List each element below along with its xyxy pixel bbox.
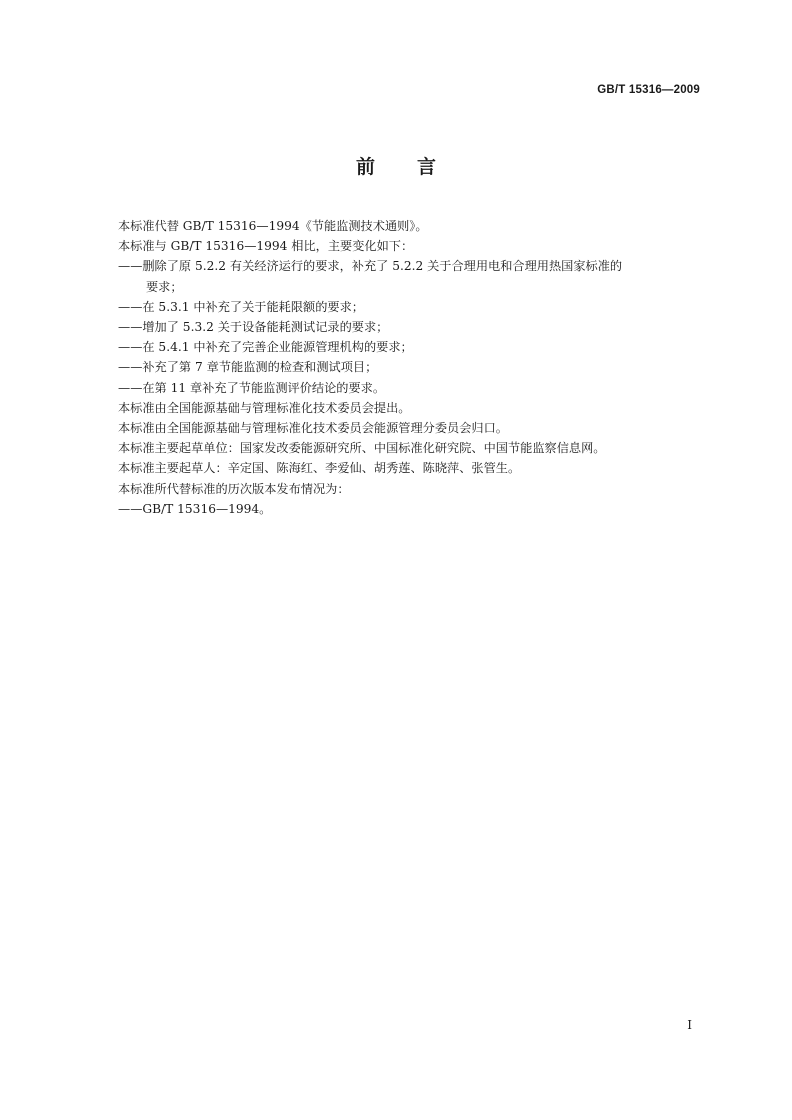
list-item: ——GB/T 15316—1994。	[118, 501, 272, 516]
list-item: ——增加了 5.3.2 关于设备能耗测试记录的要求；	[118, 320, 389, 335]
text-line: 本标准所代替标准的历次版本发布情况为：	[118, 481, 350, 496]
list-item: ——在第 11 章补充了节能监测评价结论的要求。	[118, 380, 386, 395]
list-item: ——在 5.3.1 中补充了关于能耗限额的要求；	[118, 299, 364, 314]
text-line: 本标准与 GB/T 15316—1994 相比，主要变化如下：	[118, 239, 414, 254]
list-item: ——补充了第 7 章节能监测的检查和测试项目；	[118, 360, 378, 375]
list-item: ——删除了原 5.2.2 有关经济运行的要求，补充了 5.2.2 关于合理用电和合理用热国家标准的	[118, 259, 623, 274]
text-line: 本标准由全国能源基础与管理标准化技术委员会能源管理分委员会归口。	[118, 421, 508, 436]
text-line: 本标准代替 GB/T 15316—1994《节能监测技术通则》。	[118, 219, 428, 233]
foreword-body	[118, 216, 708, 519]
list-item: ——在 5.4.1 中补充了完善企业能源管理机构的要求；	[118, 340, 413, 355]
text-line: 本标准主要起草单位：国家发改委能源研究所、中国标准化研究院、中国节能监察信息网。	[118, 441, 606, 456]
text-line: 本标准主要起草人：辛定国、陈海红、李爱仙、胡秀莲、陈晓萍、张管生。	[118, 461, 521, 476]
standard-code: GB/T 15316—2009	[597, 84, 700, 96]
page-title: 前言	[355, 156, 478, 178]
page-number: I	[687, 1018, 692, 1032]
text-line: 本标准由全国能源基础与管理标准化技术委员会提出。	[118, 400, 411, 415]
list-item-continuation: 要求；	[146, 279, 183, 294]
